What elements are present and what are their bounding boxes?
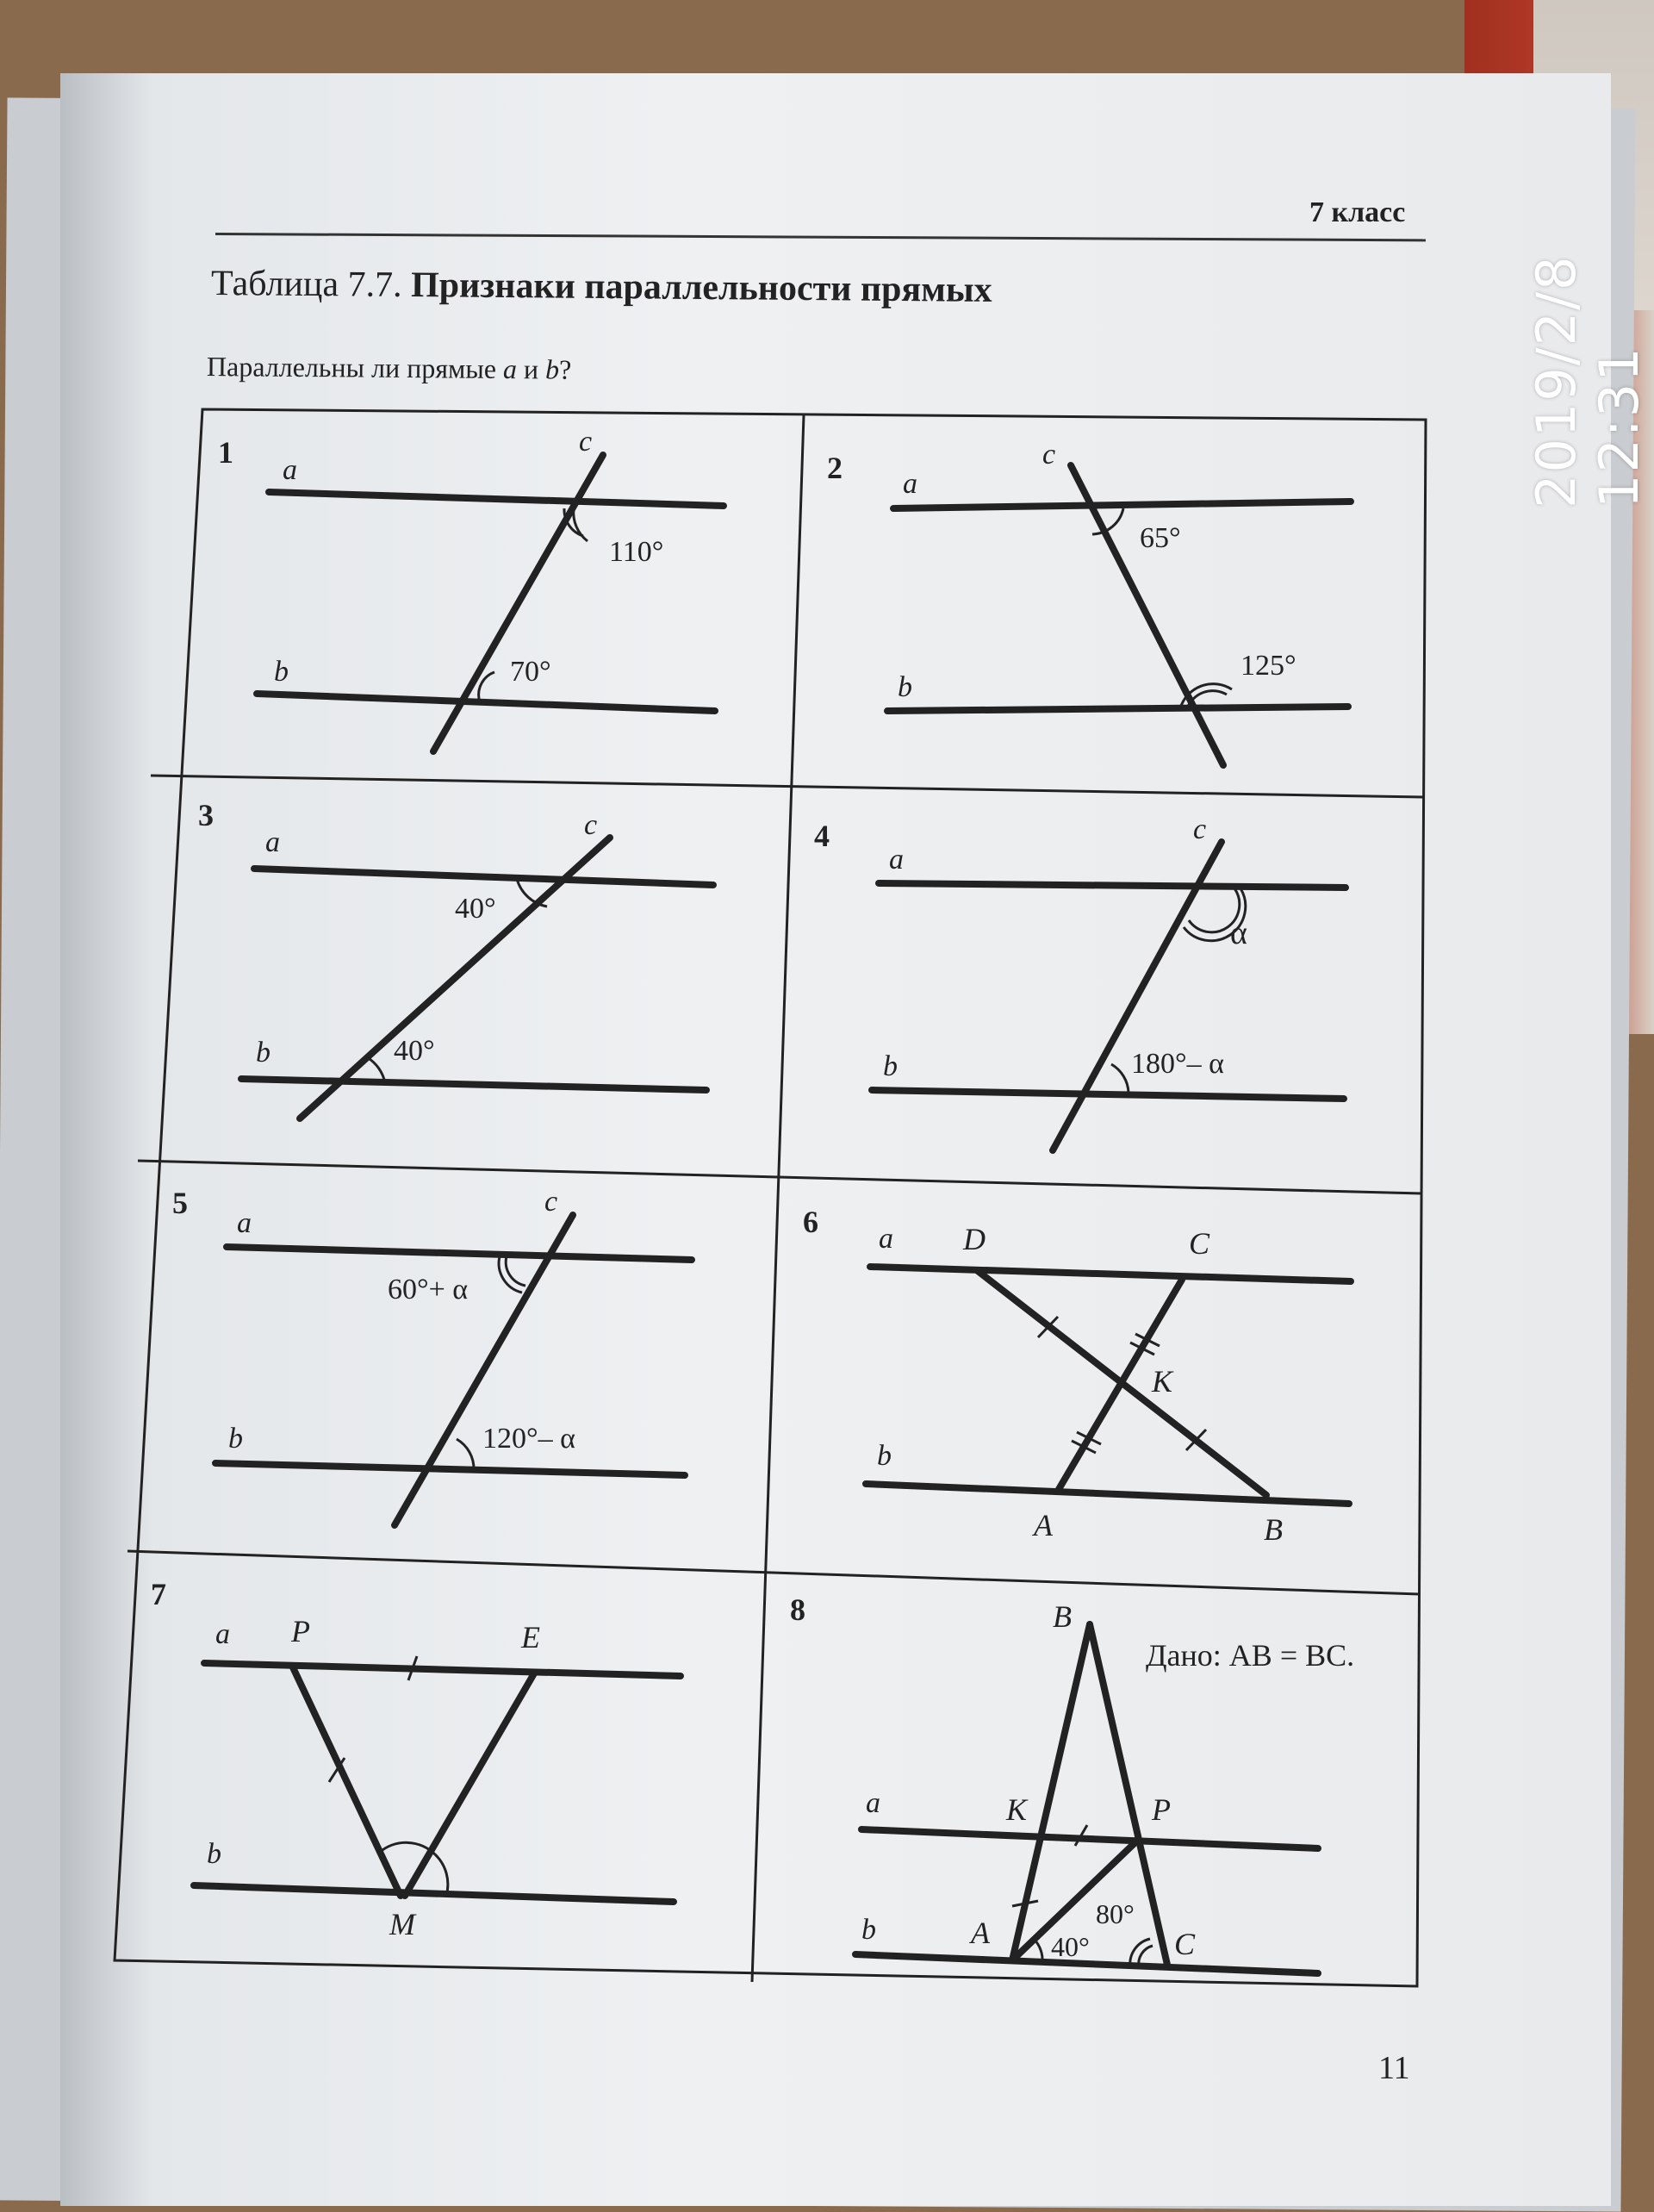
line-c-label: c bbox=[579, 426, 593, 458]
problem-7 bbox=[151, 1577, 681, 1941]
line-b-label: b bbox=[207, 1838, 221, 1870]
question-suffix: ? bbox=[558, 353, 572, 385]
line-c-label: c bbox=[1193, 813, 1207, 845]
point-B-label: B bbox=[1264, 1512, 1283, 1547]
angle-label: 40° bbox=[394, 1035, 435, 1067]
title-prefix: Таблица 7.7. bbox=[210, 264, 402, 305]
angle-label: 60°+ α bbox=[388, 1274, 469, 1305]
line-c-label: c bbox=[544, 1186, 558, 1218]
line-b-label: b bbox=[228, 1423, 243, 1455]
line-a-label: a bbox=[889, 844, 904, 875]
question-and: и bbox=[516, 353, 546, 385]
point-D-label: D bbox=[963, 1222, 986, 1256]
line-b-label: b bbox=[877, 1440, 892, 1472]
point-P-label: P bbox=[291, 1614, 310, 1648]
page-number: 11 bbox=[1378, 2050, 1410, 2086]
line-a-label: a bbox=[237, 1207, 252, 1239]
angle-label: 65° bbox=[1140, 522, 1181, 554]
line-a-label: a bbox=[903, 468, 917, 500]
line-a-label: a bbox=[283, 454, 297, 486]
angle-label: 125° bbox=[1240, 650, 1296, 682]
angle-label: α bbox=[1230, 915, 1247, 951]
problem-6 bbox=[803, 1205, 1351, 1547]
problem-3 bbox=[198, 798, 713, 1118]
problem-number: 1 bbox=[218, 435, 233, 470]
question-prefix: Параллельны ли прямые bbox=[206, 351, 504, 385]
problem-number: 3 bbox=[198, 798, 214, 832]
line-a-label: a bbox=[215, 1618, 230, 1650]
line-a-label: a bbox=[879, 1223, 893, 1255]
angle-label: 80° bbox=[1096, 1898, 1135, 1929]
problem-2 bbox=[827, 439, 1351, 765]
line-b-label: b bbox=[861, 1914, 876, 1946]
line-b-label: b bbox=[256, 1037, 270, 1069]
line-b-label: b bbox=[274, 656, 289, 688]
problem-5 bbox=[172, 1186, 692, 1525]
line-b-label: b bbox=[898, 671, 912, 703]
problem-number: 5 bbox=[172, 1186, 188, 1220]
point-B-label: B bbox=[1053, 1599, 1072, 1634]
problem-number: 6 bbox=[803, 1205, 818, 1239]
title-main: Признаки параллельности прямых bbox=[410, 265, 992, 310]
grade-label: 7 класс bbox=[1309, 196, 1406, 228]
angle-label: 180°– α bbox=[1131, 1048, 1224, 1080]
problem-number: 4 bbox=[814, 819, 830, 853]
angle-label: 120°– α bbox=[482, 1423, 575, 1455]
problem-4 bbox=[814, 813, 1346, 1150]
line-a-label: a bbox=[866, 1787, 880, 1819]
question-line-a: a bbox=[502, 353, 518, 385]
problem-1 bbox=[218, 426, 724, 751]
point-K-label: K bbox=[1152, 1364, 1173, 1399]
point-M-label: M bbox=[389, 1907, 415, 1941]
line-c-label: c bbox=[1042, 439, 1056, 470]
line-a-label: a bbox=[265, 826, 280, 858]
line-b-label: b bbox=[883, 1050, 898, 1082]
problem-number: 7 bbox=[151, 1577, 166, 1611]
photo-timestamp: 2019/2/8 12:31 bbox=[1525, 254, 1651, 508]
point-C-label: C bbox=[1174, 1927, 1196, 1961]
point-E-label: E bbox=[521, 1620, 540, 1654]
angle-label: 110° bbox=[609, 536, 664, 568]
angle-label: 40° bbox=[1051, 1931, 1090, 1962]
line-c-label: c bbox=[584, 809, 598, 841]
point-K-label: K bbox=[1006, 1792, 1028, 1827]
table-frame bbox=[115, 409, 1426, 1986]
problem-number: 8 bbox=[790, 1592, 805, 1627]
point-A-label: A bbox=[971, 1916, 990, 1950]
question-line-b: b bbox=[544, 353, 560, 385]
problem-8 bbox=[790, 1592, 1354, 1973]
given-condition: Дано: AB = BC. bbox=[1146, 1638, 1355, 1673]
point-A-label: A bbox=[1034, 1508, 1053, 1542]
point-C-label: C bbox=[1189, 1226, 1210, 1261]
problem-number: 2 bbox=[827, 451, 843, 485]
point-P-label: P bbox=[1152, 1792, 1171, 1827]
angle-label: 70° bbox=[510, 656, 551, 688]
angle-label: 40° bbox=[455, 893, 496, 925]
